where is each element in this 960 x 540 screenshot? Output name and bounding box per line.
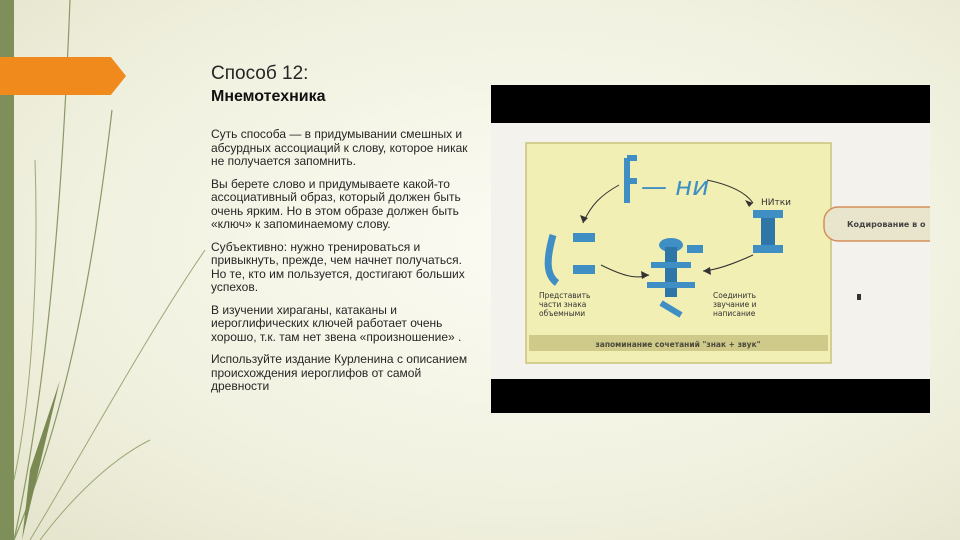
paragraph-3: Субъективно: нужно тренироваться и привыкнуть, прежде, чем начнет получаться. Но те, кто им пользуется, достигают больших успехов. [211, 239, 465, 294]
svg-text:Представить части знака [539, 291, 593, 318]
paragraph-2: Вы берете слово и придумываете какой-то ассоциативный образ, который должен быть очень ярким. Но в этом образе должен быть «ключ» к запоминаемому слову. [211, 176, 461, 231]
mnemonic-diagram [491, 85, 930, 413]
callout-text: Кодирование в о [847, 220, 926, 229]
slide-title: Способ 12: [211, 63, 309, 84]
label-right-1: Соединить [713, 291, 757, 300]
glyph-reading: — ни [641, 172, 710, 202]
label-right-2: звучание и [713, 300, 757, 309]
spool-icon [753, 210, 783, 218]
diagram-caption: запоминание сочетаний "знак + звук" [595, 340, 761, 349]
label-left-1: Представить [539, 291, 591, 300]
label-left-2: части знака [539, 300, 587, 309]
video-screenshot-frame [491, 85, 930, 413]
label-left-3: объемными [539, 309, 586, 318]
slide-subtitle: Мнемотехника [211, 88, 326, 105]
paragraph-4: В изучении хираганы, катаканы и иероглифических ключей работает очень хорошо, т.к. там нет звена «произношение» . [211, 302, 462, 344]
orange-accent-arrow [0, 57, 126, 95]
thread-label: НИтки [761, 198, 792, 208]
svg-text:Соединить звучание и [713, 291, 759, 318]
paragraph-5: Используйте издание Курленина с описанием происхождения иероглифов от самой древности [211, 352, 468, 393]
cursor-icon [857, 294, 861, 300]
paragraph-1: Суть способа — в придумывании смешных и абсурдных ассоциаций к слову, которое никак не получается запомнить. [211, 127, 468, 168]
label-right-3: написание [713, 309, 756, 318]
slide-body [211, 128, 476, 403]
